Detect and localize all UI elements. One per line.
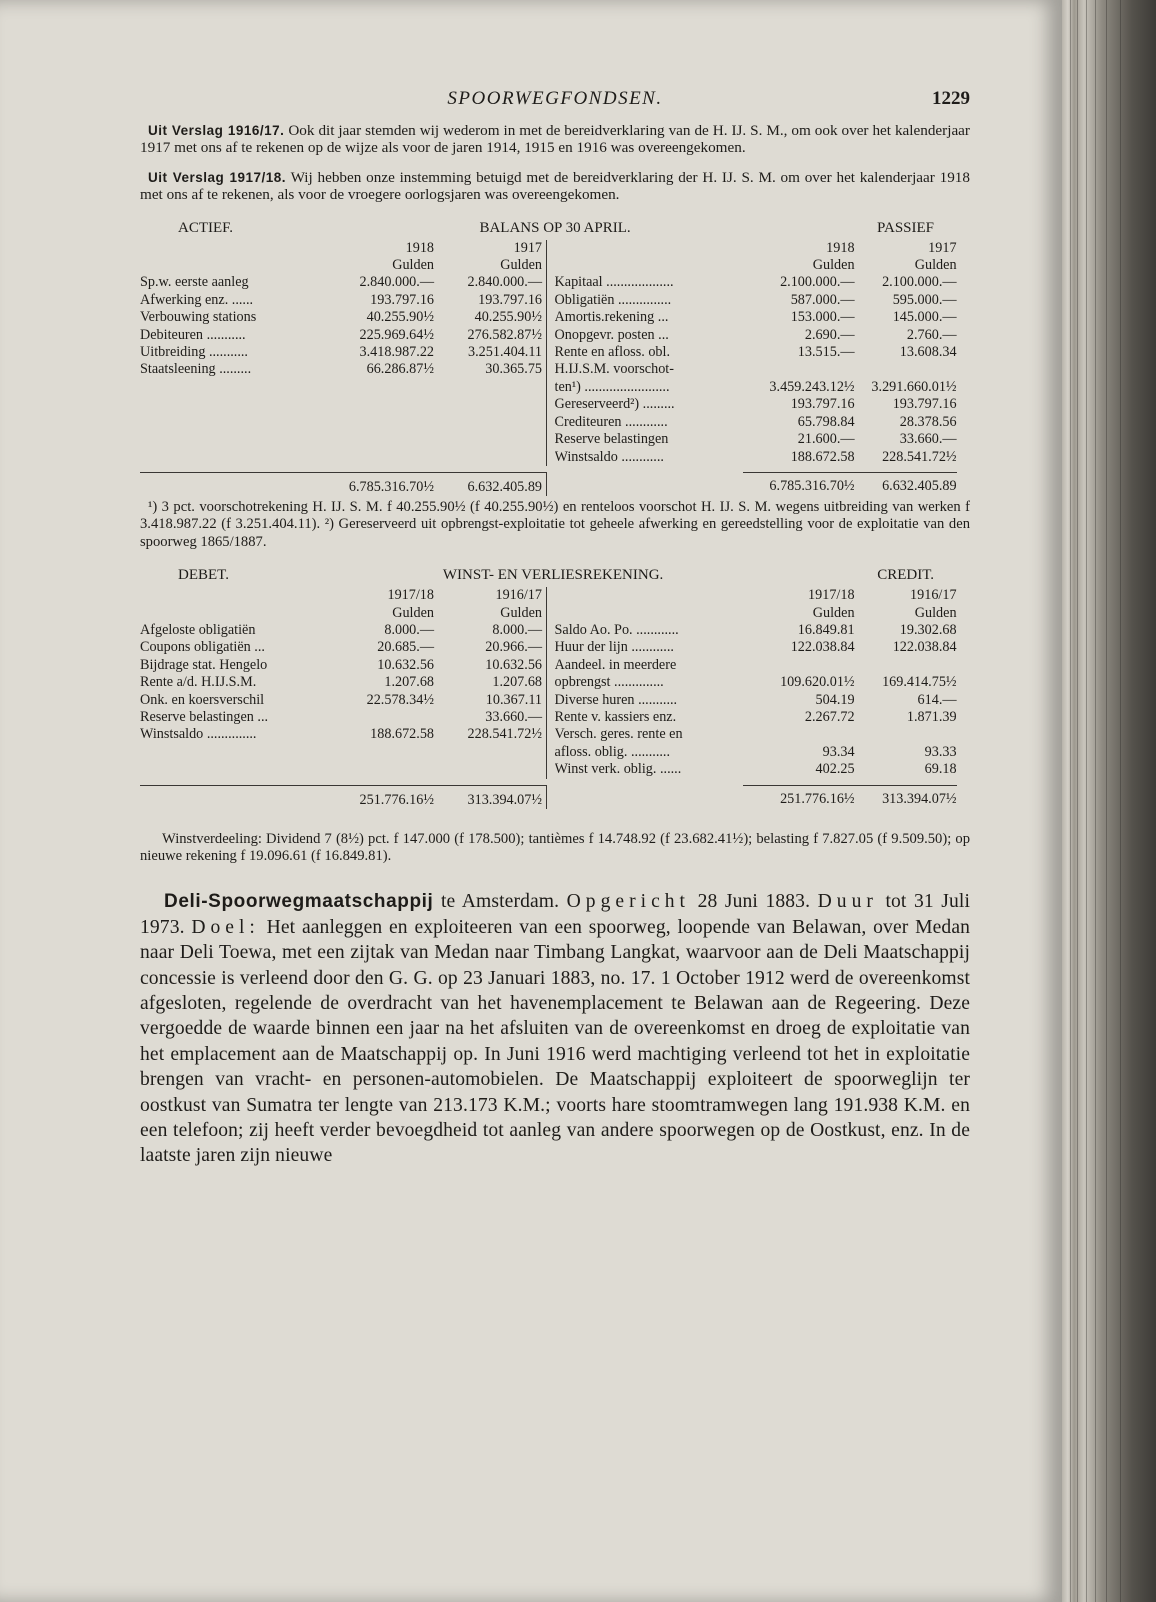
table-row: [555, 327, 970, 344]
assets-total: [140, 472, 546, 496]
profit-loss-account: [140, 587, 970, 778]
unit-label: Gulden: [392, 604, 434, 621]
row-label: Afgeloste obligatiën: [140, 621, 256, 638]
row-value: 188.672.58: [790, 448, 855, 465]
table-row: [555, 761, 970, 778]
total-value: 6.632.405.89: [467, 478, 542, 495]
row-label: Diverse huren ...........: [554, 691, 678, 708]
row-label: Uitbreiding ...........: [140, 344, 248, 361]
row-label: Gereserveerd²) .........: [554, 396, 675, 413]
row-label: Reserve belastingen ...: [140, 708, 269, 725]
row-label: Obligatiën ...............: [554, 291, 672, 308]
table-row: [140, 344, 546, 361]
book-page-edges: [1062, 0, 1156, 1602]
table-row: [555, 344, 970, 361]
table-row: [555, 726, 970, 743]
unit-header-row: [555, 605, 970, 622]
row-value: 20.966.—: [485, 639, 542, 656]
row-value: 3.291.660.01½: [871, 378, 957, 395]
unit-header-row: [555, 257, 970, 274]
total-value: 313.394.07½: [882, 790, 957, 807]
year-label: 1916/17: [495, 587, 542, 604]
row-value: 587.000.—: [790, 291, 855, 308]
row-label: Kapitaal ...................: [554, 274, 674, 291]
row-value: 188.672.58: [370, 726, 434, 743]
row-value: 10.632.56: [485, 656, 542, 673]
row-value: [855, 657, 957, 674]
row-label: afloss. oblig. ...........: [554, 743, 671, 760]
row-value: 2.100.000.—: [780, 274, 855, 291]
table-row: [140, 274, 546, 291]
table-row: [140, 309, 546, 326]
total-value: 6.785.316.70½: [348, 478, 434, 495]
unit-label: Gulden: [914, 604, 957, 621]
founded-keyword: Opgericht: [566, 891, 691, 913]
total-value: 251.776.16½: [359, 791, 434, 808]
table-row: [140, 622, 546, 639]
row-value: 109.620.01½: [780, 674, 855, 691]
row-label: Coupons obligatiën ...: [140, 639, 265, 656]
debit-heading: DEBET.: [178, 567, 229, 584]
row-value: 19.302.68: [899, 621, 957, 638]
unit-label: Gulden: [812, 257, 855, 274]
credit-total: [546, 785, 970, 809]
page-number: 1229: [932, 88, 970, 109]
table-row: [555, 639, 970, 656]
row-label: Amortis.rekening ...: [554, 309, 669, 326]
duration-keyword: Duur: [817, 891, 878, 913]
total-value: 6.785.316.70½: [769, 477, 855, 494]
row-value: 20.685.—: [377, 639, 434, 656]
row-value: 2.690.—: [804, 326, 855, 343]
unit-label: Gulden: [812, 604, 855, 621]
row-value: 1.207.68: [492, 674, 542, 691]
report-paragraph-1916: [140, 122, 970, 157]
row-label: Onopgevr. posten ...: [554, 326, 669, 343]
duration-text: tot 31 Juli 1973.: [140, 891, 971, 938]
row-label: Winstsaldo ............: [554, 448, 664, 465]
row-label: Rente en afloss. obl.: [554, 344, 670, 361]
row-label: H.IJ.S.M. voorschot-: [554, 361, 674, 378]
row-value: 3.459.243.12½: [769, 378, 855, 395]
row-value: 21.600.—: [797, 431, 855, 448]
table-row: [140, 639, 546, 656]
row-value: 122.038.84: [892, 639, 957, 656]
assets-column: [140, 240, 546, 466]
row-value: 30.365.75: [485, 361, 542, 378]
table-row: [555, 709, 970, 726]
row-label: Saldo Ao. Po. ............: [554, 621, 679, 638]
unit-label: Gulden: [392, 257, 434, 274]
unit-header-row: [140, 605, 546, 622]
row-value: 10.367.11: [485, 691, 542, 708]
report-text: Wij hebben onze instemming betuigd met de bereidverklaring der H. IJ. S. M. om over het kalenderjaar 1918 met ons af te rekenen, als voor de vroegere oorlogsjaren was overeengekomen.: [140, 168, 970, 204]
table-row: [140, 674, 546, 691]
total-value: 251.776.16½: [780, 790, 855, 807]
year-label: 1916/17: [910, 587, 957, 604]
table-row: [555, 431, 970, 448]
row-value: 28.378.56: [899, 413, 957, 430]
table-row: [555, 361, 970, 378]
table-row: [140, 692, 546, 709]
year-header-row: [555, 240, 970, 257]
company-location: te Amsterdam.: [441, 891, 560, 913]
row-value: 8.000.—: [492, 621, 542, 638]
table-row: [140, 657, 546, 674]
row-value: 193.797.16: [370, 291, 434, 308]
row-value: 40.255.90½: [474, 309, 542, 326]
table-row: [140, 361, 546, 378]
row-value: 228.541.72½: [467, 726, 542, 743]
running-title: SPOORWEGFONDSEN.: [447, 88, 663, 109]
row-value: 2.840.000.—: [359, 274, 434, 291]
unit-label: Gulden: [500, 604, 542, 621]
table-row: [140, 327, 546, 344]
profit-loss-title: WINST- EN VERLIESREKENING.: [442, 567, 664, 584]
report-paragraph-1917: [140, 169, 970, 204]
row-label: ten¹) ........................: [554, 378, 670, 395]
row-value: 3.418.987.22: [359, 344, 434, 361]
table-row: [140, 726, 546, 743]
purpose-keyword: Doel:: [191, 916, 260, 938]
row-label: Sp.w. eerste aanleg: [140, 274, 249, 291]
row-label: opbrengst ..............: [554, 674, 664, 691]
liabilities-heading: PASSIEF: [877, 219, 934, 236]
row-value: [855, 726, 957, 743]
balance-sheet-title: BALANS OP 30 APRIL.: [479, 219, 631, 236]
row-value: 13.608.34: [899, 344, 957, 361]
balance-sheet-header: [140, 220, 970, 238]
row-label: Winstsaldo ..............: [140, 726, 257, 743]
row-value: 65.798.84: [797, 413, 855, 430]
row-value: 402.25: [815, 761, 855, 778]
row-value: 193.797.16: [790, 396, 855, 413]
year-header-row: [140, 587, 546, 604]
row-label: Winst verk. oblig. ......: [554, 761, 682, 778]
profit-distribution: Winstverdeeling: Dividend 7 (8½) pct. f 147.000 (f 178.500); tantièmes f 14.748.92 (f 23.682.41½); belasting f 7.827.05 (f 9.509.50); op nieuwe rekening f 19.096.61 (f 16.849.81).: [140, 830, 970, 864]
profit-loss-totals: [140, 785, 970, 809]
unit-header-row: [140, 257, 546, 274]
total-value: 6.632.405.89: [882, 477, 957, 494]
row-value: 153.000.—: [790, 309, 855, 326]
row-value: 122.038.84: [790, 639, 855, 656]
row-value: 2.100.000.—: [882, 274, 957, 291]
row-label: Bijdrage stat. Hengelo: [140, 656, 268, 673]
credit-heading: CREDIT.: [877, 567, 934, 584]
row-value: 2.840.000.—: [467, 274, 542, 291]
assets-rows: [140, 274, 546, 378]
unit-label: Gulden: [914, 257, 957, 274]
unit-label: Gulden: [500, 257, 542, 274]
year-header-row: [140, 240, 546, 257]
row-value: 16.849.81: [797, 621, 855, 638]
liabilities-column: [546, 240, 970, 466]
row-value: 228.541.72½: [882, 448, 957, 465]
row-label: Staatsleening .........: [140, 361, 252, 378]
balance-footnote: ¹) 3 pct. voorschotrekening H. IJ. S. M. f 40.255.90½ (f 40.255.90½) en renteloos voorschot H. IJ. S. M. wegens uitbreiding van werken f 3.418.987.22 (f 3.251.404.11). ²) Gereserveerd uit opbrengst-exploitatie tot geheele afwerking en gereedstelling voor de exploitatie van den spoorweg 1865/1887.: [140, 498, 970, 550]
page-content: [140, 88, 970, 1188]
row-value: 169.414.75½: [882, 674, 957, 691]
purpose-text: Het aanleggen en exploiteeren van een spoorweg, loopende van Belawan, over Medan naar Deli Toewa, met een zijtak van Medan naar Timbang Langkat, waarvoor aan de Deli Maatschappij concessie is verleend door den G. G. op 23 Januari 1883, no. 17. 1 October 1912 werd de overeenkomst afgesloten, regelende de overdracht van het havenemplacement te Belawan aan de Regeering. Deze vergoedde de waarde binnen een jaar na het afsluiten van de overeenkomst en droeg de exploitatie van het emplacement aan de Maatschappij op. In Juni 1916 werd machtiging verleend tot het in exploitatie brengen van vracht- en personen-automobielen. De Maatschappij exploiteert de spoorweglijn ter oostkust van Sumatra ter lengte van 213.173 K.M.; voorts hare stoomtramwegen lang 191.938 K.M. en een telefoon; zij heeft verder bevoegdheid tot aanleg van andere spoorwegen op de Oostkust, enz. In de laatste jaren zijn nieuwe: [140, 916, 971, 1167]
table-row: [555, 692, 970, 709]
year-label: 1917: [928, 239, 957, 256]
table-row: [140, 709, 546, 726]
year-header-row: [555, 587, 970, 604]
table-row: [555, 396, 970, 413]
row-value: 40.255.90½: [366, 309, 434, 326]
row-label: Verbouwing stations: [140, 309, 257, 326]
row-value: [755, 361, 855, 378]
row-value: 10.632.56: [377, 656, 434, 673]
row-value: 33.660.—: [899, 431, 957, 448]
row-label: Afwerking enz. ......: [140, 291, 254, 308]
year-label: 1917: [513, 239, 542, 256]
liabilities-total: [546, 472, 970, 496]
table-row: [555, 449, 970, 466]
row-value: 13.515.—: [797, 344, 855, 361]
table-row: [140, 292, 546, 309]
row-value: 193.797.16: [892, 396, 957, 413]
row-value: [755, 726, 855, 743]
year-label: 1918: [405, 239, 434, 256]
row-label: Debiteuren ...........: [140, 326, 246, 343]
row-value: 69.18: [924, 761, 957, 778]
company-name: Deli-Spoorwegmaatschappij: [164, 891, 434, 913]
row-label: Rente v. kassiers enz.: [554, 708, 677, 725]
row-value: 225.969.64½: [359, 326, 434, 343]
row-label: Reserve belastingen: [554, 431, 669, 448]
row-label: Onk. en koersverschil: [140, 691, 265, 708]
table-row: [555, 274, 970, 291]
running-header: [140, 88, 970, 118]
table-row: [555, 622, 970, 639]
debit-rows: [140, 622, 546, 744]
year-label: 1918: [826, 239, 855, 256]
row-label: Rente a/d. H.IJ.S.M.: [140, 674, 257, 691]
credit-column: [546, 587, 970, 778]
total-value: 313.394.07½: [467, 791, 542, 808]
row-value: 33.660.—: [485, 708, 542, 725]
row-value: 93.34: [822, 743, 855, 760]
credit-rows: [555, 622, 970, 779]
row-value: 595.000.—: [892, 291, 957, 308]
row-label: Huur der lijn ............: [554, 639, 674, 656]
row-value: 2.267.72: [804, 708, 855, 725]
profit-loss-header: [140, 567, 970, 585]
row-value: 276.582.87½: [467, 326, 542, 343]
row-value: 1.871.39: [906, 708, 957, 725]
table-row: [555, 379, 970, 396]
row-label: Crediteuren ............: [554, 413, 668, 430]
row-label: Versch. geres. rente en: [554, 726, 683, 743]
row-value: [755, 657, 855, 674]
row-value: [855, 361, 957, 378]
row-value: 1.207.68: [384, 674, 434, 691]
row-label: Aandeel. in meerdere: [554, 656, 677, 673]
balance-totals: [140, 472, 970, 496]
debit-total: [140, 785, 546, 809]
row-value: [326, 709, 434, 726]
assets-heading: ACTIEF.: [178, 219, 234, 236]
row-value: 8.000.—: [384, 621, 434, 638]
table-row: [555, 657, 970, 674]
table-row: [555, 309, 970, 326]
table-row: [555, 674, 970, 691]
table-row: [555, 292, 970, 309]
row-value: 145.000.—: [892, 309, 957, 326]
year-label: 1917/18: [387, 587, 434, 604]
row-value: 93.33: [924, 743, 957, 760]
company-entry: [140, 889, 970, 1168]
row-value: 193.797.16: [478, 291, 542, 308]
founded-date: 28 Juni 1883.: [697, 891, 811, 913]
table-row: [555, 414, 970, 431]
debit-column: [140, 587, 546, 778]
row-value: 504.19: [815, 691, 855, 708]
year-label: 1917/18: [808, 587, 855, 604]
row-value: 2.760.—: [906, 326, 957, 343]
report-lead: Uit Verslag 1917/18.: [148, 169, 287, 185]
row-value: 66.286.87½: [366, 361, 434, 378]
report-text: Ook dit jaar stemden wij wederom in met de bereidverklaring van de H. IJ. S. M., om ook over het kalenderjaar 1917 met ons af te rekenen op de wijze als voor de jaren 1914, 1915 en 1916 was overeengekomen.: [140, 122, 970, 157]
balance-sheet: [140, 240, 970, 466]
row-value: 614.—: [917, 691, 957, 708]
row-value: 22.578.34½: [366, 691, 434, 708]
report-lead: Uit Verslag 1916/17.: [148, 123, 285, 138]
table-row: [555, 744, 970, 761]
row-value: 3.251.404.11: [468, 344, 542, 361]
liabilities-rows: [555, 274, 970, 465]
